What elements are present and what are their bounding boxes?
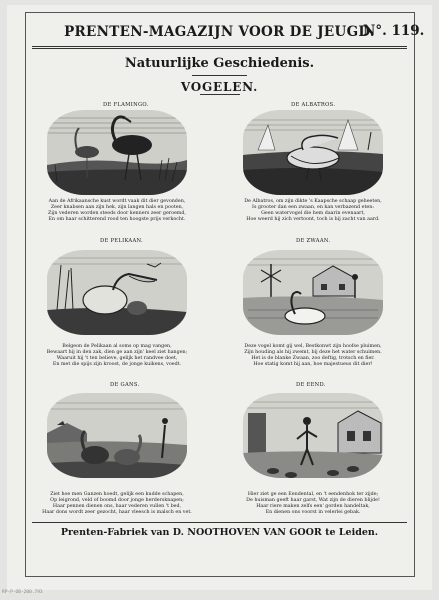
flamingo-engraving bbox=[47, 110, 187, 195]
verse-gans: Ziet hoe men Ganzen hoedt, gelijk een kudde schapen, Op leigrond, veld of boomd door jonge herdersknapen; Haar pennen dienen ons, haar vederen vullen 't bed, Haar dons wordt zeer gezocht, haar vleesch is malsch en vet. bbox=[42, 492, 192, 515]
section-heading: VOGELEN. bbox=[180, 80, 259, 94]
gans-engraving bbox=[47, 393, 187, 478]
inventory-stamp: RP-P-OB-200.793 bbox=[2, 590, 43, 595]
subtitle: Natuurlijke Geschiedenis. bbox=[124, 56, 315, 71]
caption-albatros: DE ALBATROS. bbox=[291, 102, 336, 108]
sheet-number: N°. 119. bbox=[363, 23, 425, 39]
caption-zwaan: DE ZWAAN. bbox=[296, 238, 331, 244]
verse-albatros: De Albatros, om zijn dikte 's Kaapsche schaap geheeten, Is grooter dan een zwaan, en kan verbazend eten: Geen watervogel die hem daarin evenaart, Hoe weerd hij zich vertoont, toch is hij zacht van aard. bbox=[244, 199, 382, 222]
header-rule bbox=[32, 46, 407, 47]
eend-engraving bbox=[243, 393, 383, 478]
section-rule bbox=[200, 94, 240, 95]
page-title: PRENTEN-MAGAZIJN VOOR DE JEUGD. bbox=[64, 24, 375, 40]
caption-flamingo: DE FLAMINGO. bbox=[103, 102, 149, 108]
footer-rule bbox=[32, 522, 407, 523]
caption-gans: DE GANS. bbox=[110, 382, 140, 388]
albatros-engraving bbox=[243, 110, 383, 195]
header-rule-double bbox=[32, 48, 407, 49]
caption-eend: DE EEND. bbox=[296, 382, 326, 388]
verse-eend: Hier ziet ge een Eendental, en 't eendenhok ter zijde; De huisman geeft haar garst, Wat zijn de dieren blijde! Haar riere maken zelfs een' gorden handeltak, En dienen ons voorst in velerlei gebak. bbox=[246, 492, 380, 515]
verse-flamingo: Aan de Afrikaansche kust wordt vaak dit dier gevonden, Zeer knabsen aan zijn hek, zijn langen hals en pooten, Zijn vederen worden steeds door kenners zeer geroemd, En om haar schitterend rood ten hoogste prijs verkocht. bbox=[48, 199, 186, 222]
verse-zwaan: Deze vogel komt gij wel, Bestkonwt zijn hoofse pluimen, Zijn houding als hij zwemt, bij deze het water schuimen. Het is de blanke Zwaan, zoo deftig, trotsch en fier. Hoe statig komt hij aan, hoe majestueus dit dier! bbox=[244, 344, 382, 367]
zwaan-engraving bbox=[243, 250, 383, 335]
caption-pelikaan: DE PELIKAAN. bbox=[100, 238, 143, 244]
verse-pelikaan: Belgeon de Pelikaan al soms op mag vangen, Bewaart hij in den zak, dien ge aan zijn' keel ziet hangen; Waaruit hij 't ten believe, gelijk het randvee doet, En met die spijs zijn kroost, de jonge kuikens, voedt. bbox=[46, 344, 188, 367]
publisher-footer: Prenten-Fabriek van D. NOOTHOVEN VAN GOOR te Leiden. bbox=[60, 527, 379, 538]
pelikaan-engraving bbox=[47, 250, 187, 335]
subtitle-rule bbox=[192, 75, 247, 76]
